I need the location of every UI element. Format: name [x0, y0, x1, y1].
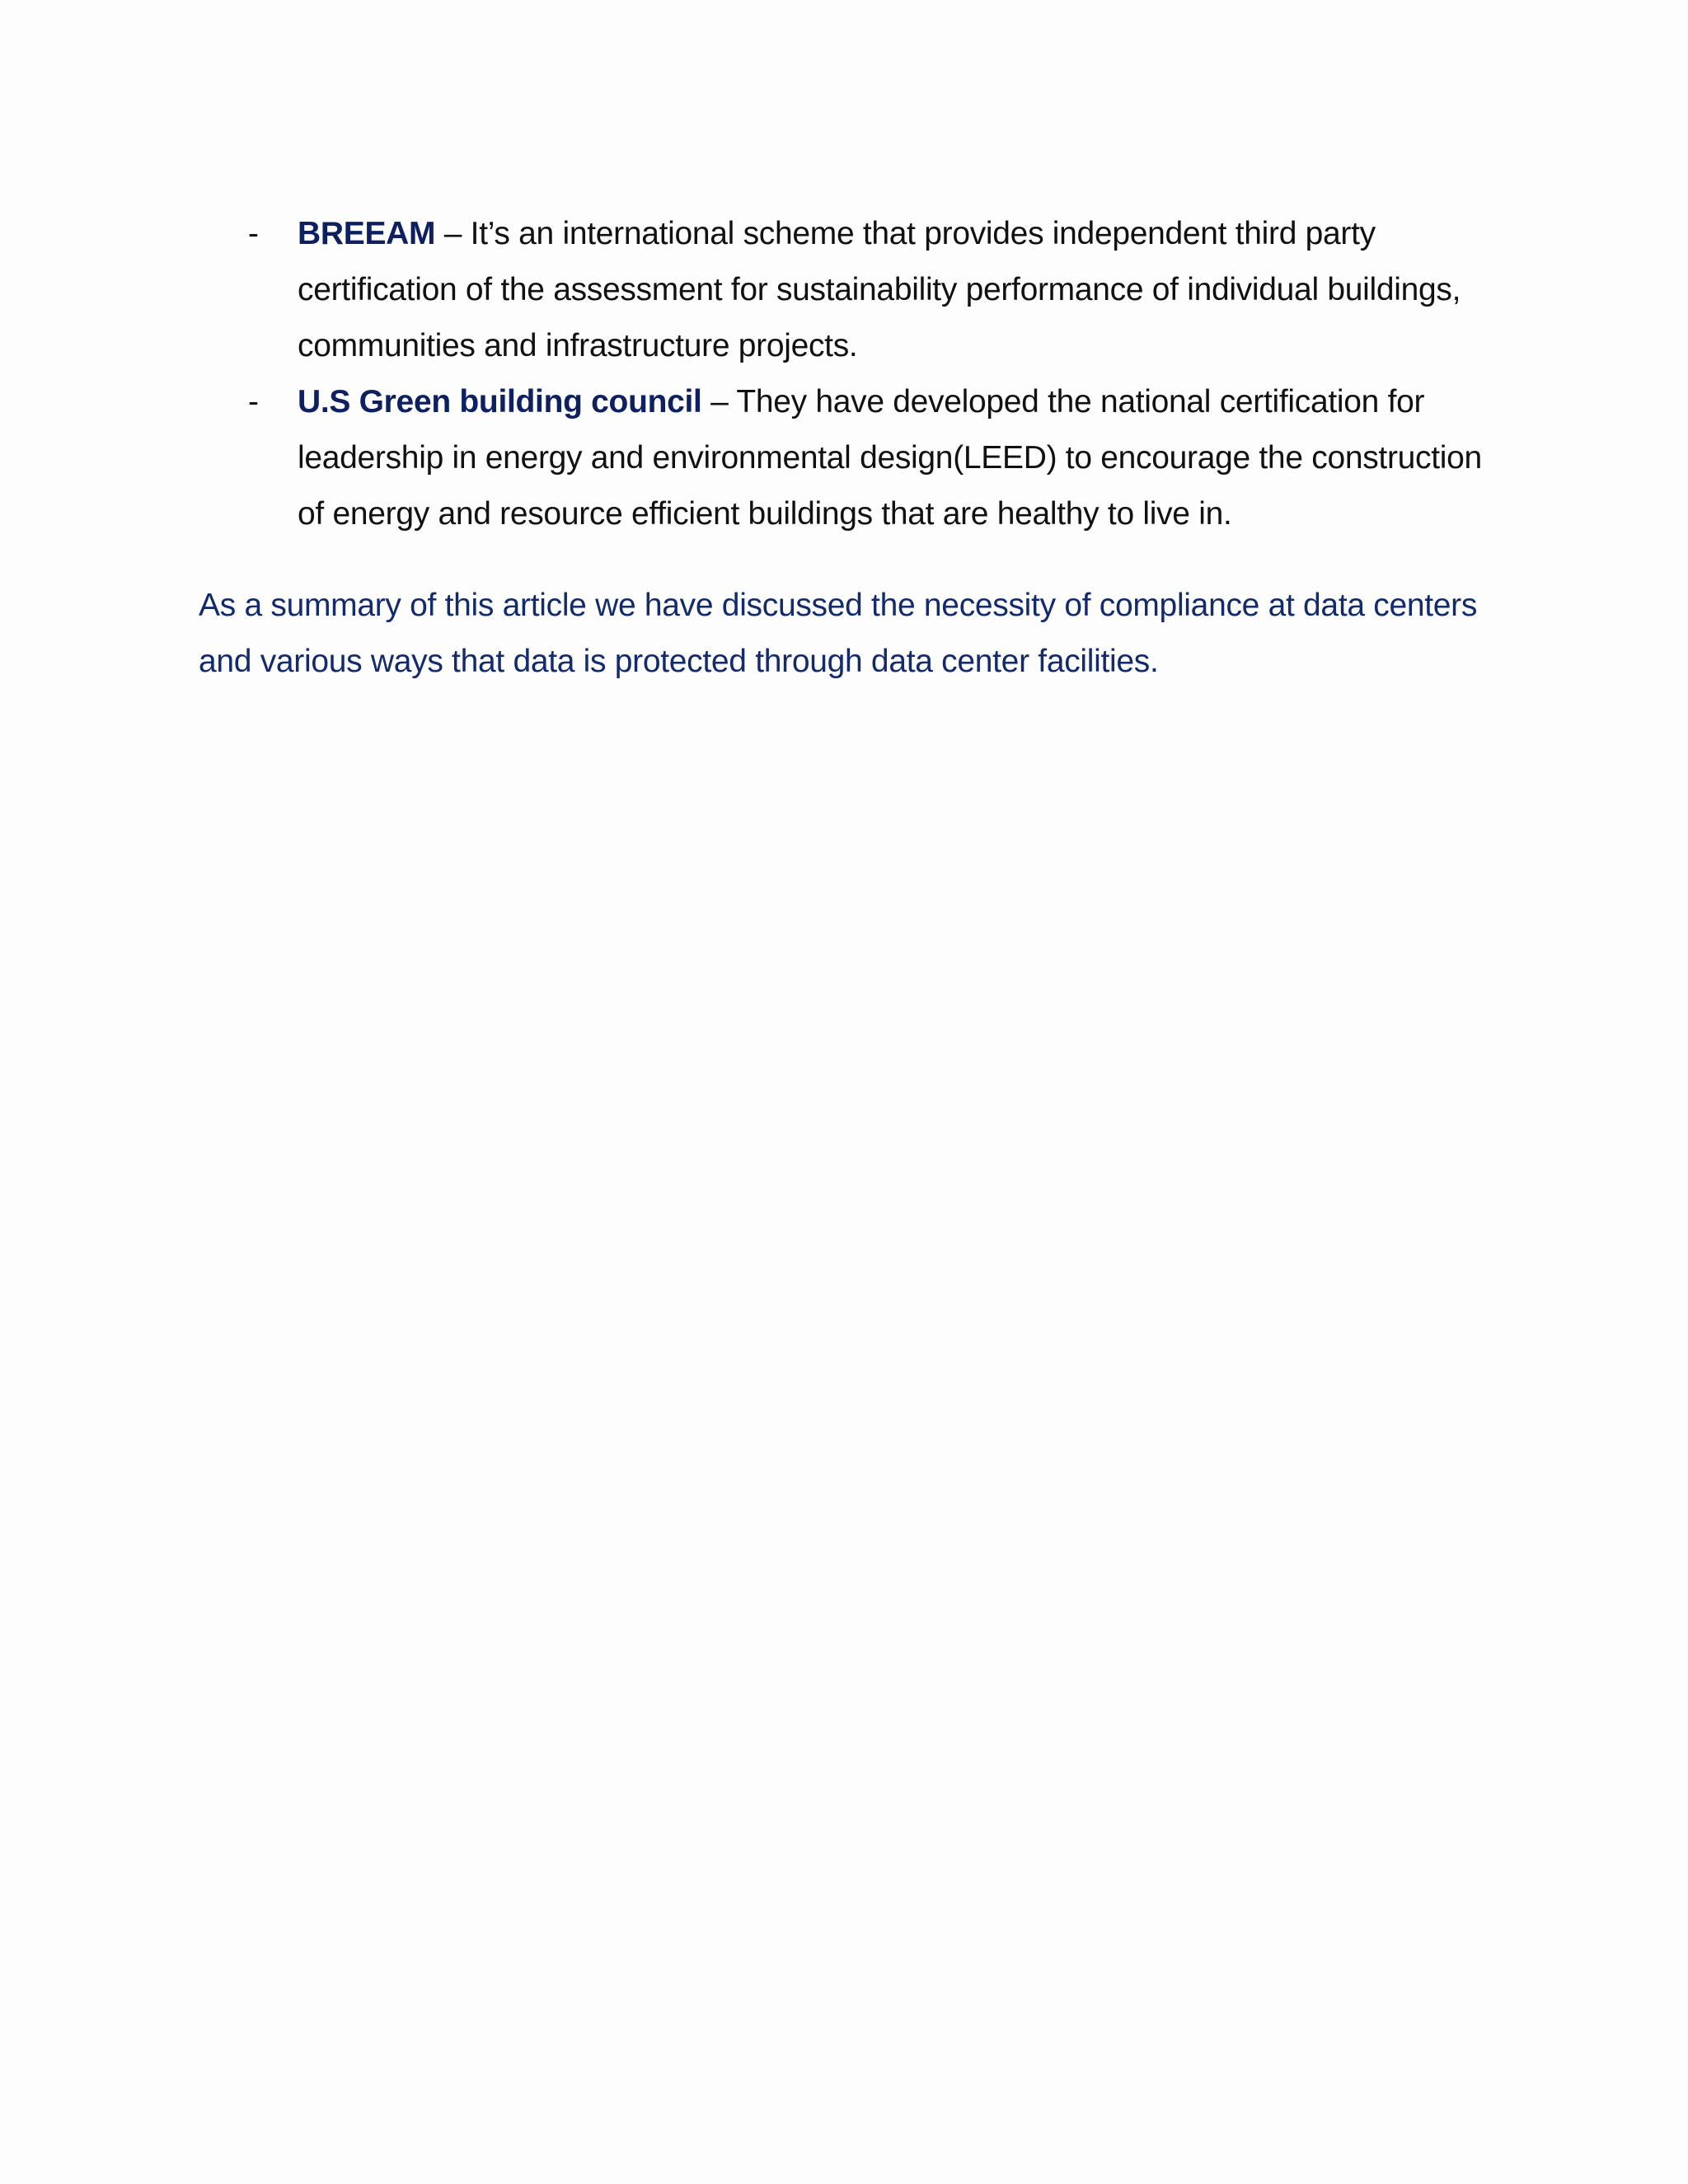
bullet-dash: - [248, 216, 259, 251]
list-item-breeam [199, 206, 1501, 374]
summary-paragraph: As a summary of this article we have discussed the necessity of compliance at data centers and various ways that data is protected through data center facilities. [199, 588, 1478, 679]
certification-list [199, 206, 1501, 542]
description-usgbc: – They have developed the national certification for leadership in energy and environmental design(LEED) to encourage the construction of energy and resource efficient buildings that are healthy to live in. [298, 384, 1482, 532]
term-breeam: BREEAM [298, 216, 436, 251]
description-breeam: – It’s an international scheme that provides independent third party certification of the assessment for sustainability performance of individual buildings, communities and infrastructure projects. [298, 216, 1461, 363]
list-item-usgbc [199, 374, 1501, 542]
bullet-dash: - [248, 384, 259, 419]
document-content [199, 206, 1501, 690]
term-usgbc: U.S Green building council [298, 384, 702, 419]
